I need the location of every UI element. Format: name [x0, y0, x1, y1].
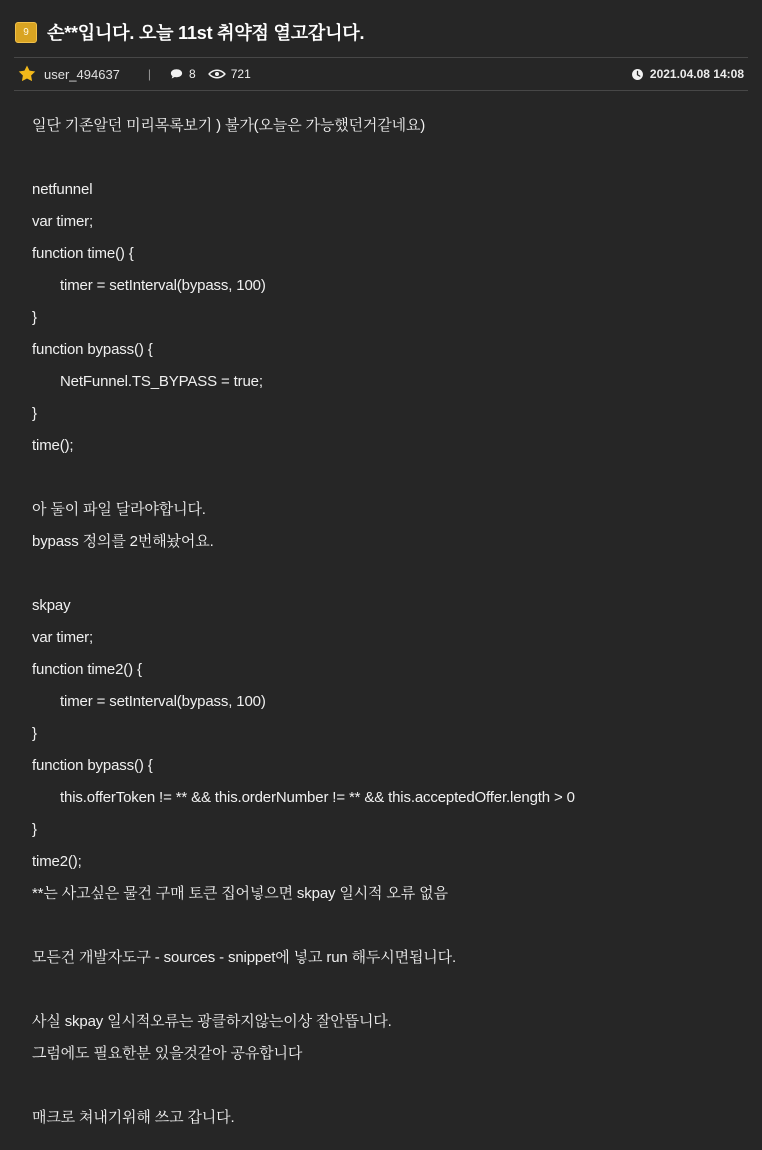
post-header: [14, 17, 748, 47]
comment-count: 8: [189, 67, 196, 81]
code-line-indented: NetFunnel.TS_BYPASS = true;: [60, 373, 263, 390]
body-text-line: 매크로 쳐내기위해 쓰고 갑니다.: [32, 1109, 235, 1126]
blank-line: [32, 462, 732, 494]
body-text-line: 모든건 개발자도구 - sources - snippet에 넣고 run 해두시면됩니다.: [32, 949, 456, 966]
code-line-indented: timer = setInterval(bypass, 100): [60, 277, 266, 294]
code-line: function time2() {: [32, 661, 142, 678]
blank-line: [32, 1070, 732, 1102]
author-name[interactable]: user_494637: [44, 66, 120, 82]
title-divider: [14, 57, 748, 58]
code-line: time2();: [32, 853, 82, 870]
body-text-line: bypass 정의를 2번해놨어요.: [32, 533, 214, 550]
body-text-line: 사실 skpay 일시적오류는 광클하지않는이상 잘안뜹니다.: [32, 1013, 392, 1030]
comment-icon: [170, 68, 183, 80]
code-line: time();: [32, 437, 74, 454]
code-line: }: [32, 821, 37, 838]
meta-divider: [14, 90, 748, 91]
post-date-wrap: [631, 67, 744, 81]
post-date: 2021.04.08 14:08: [649, 67, 744, 81]
code-line: var timer;: [32, 629, 94, 646]
code-line: netfunnel: [32, 181, 93, 198]
code-line: function time() {: [32, 245, 134, 262]
code-line: var timer;: [32, 213, 94, 230]
rank-badge: 9: [15, 22, 37, 43]
blank-line: [32, 142, 732, 174]
blank-line: [32, 910, 732, 942]
clock-icon: [631, 68, 644, 81]
eye-icon: [208, 68, 226, 80]
view-count: 721: [230, 67, 251, 81]
body-text-line: 일단 기존알던 미리목록보기 ) 불가(오늘은 가능했던거같네요): [32, 117, 426, 134]
body-text-line: **는 사고싶은 물건 구매 토큰 집어넣으면 skpay 일시적 오류 없음: [32, 885, 448, 902]
code-line: }: [32, 405, 37, 422]
body-text-line: 아 둘이 파일 달라야합니다.: [32, 501, 206, 518]
code-line: function bypass() {: [32, 757, 153, 774]
body-text-line: 그럼에도 필요한분 있을것같아 공유합니다: [32, 1045, 303, 1062]
blank-line: [32, 558, 732, 590]
code-line-indented: this.offerToken != ** && this.orderNumber != ** && this.acceptedOffer.length > 0: [60, 789, 575, 806]
code-line: function bypass() {: [32, 341, 153, 358]
post-content: [32, 110, 732, 1134]
code-line: }: [32, 309, 37, 326]
star-icon: [17, 64, 37, 84]
code-line: skpay: [32, 597, 71, 614]
code-line: }: [32, 725, 37, 742]
code-line-indented: timer = setInterval(bypass, 100): [60, 693, 266, 710]
post-meta: [17, 63, 744, 85]
post-title[interactable]: 손**입니다. 오늘 11st 취약점 열고갑니다.: [47, 23, 365, 43]
blank-line: [32, 974, 732, 1006]
meta-separator: |: [147, 67, 152, 81]
